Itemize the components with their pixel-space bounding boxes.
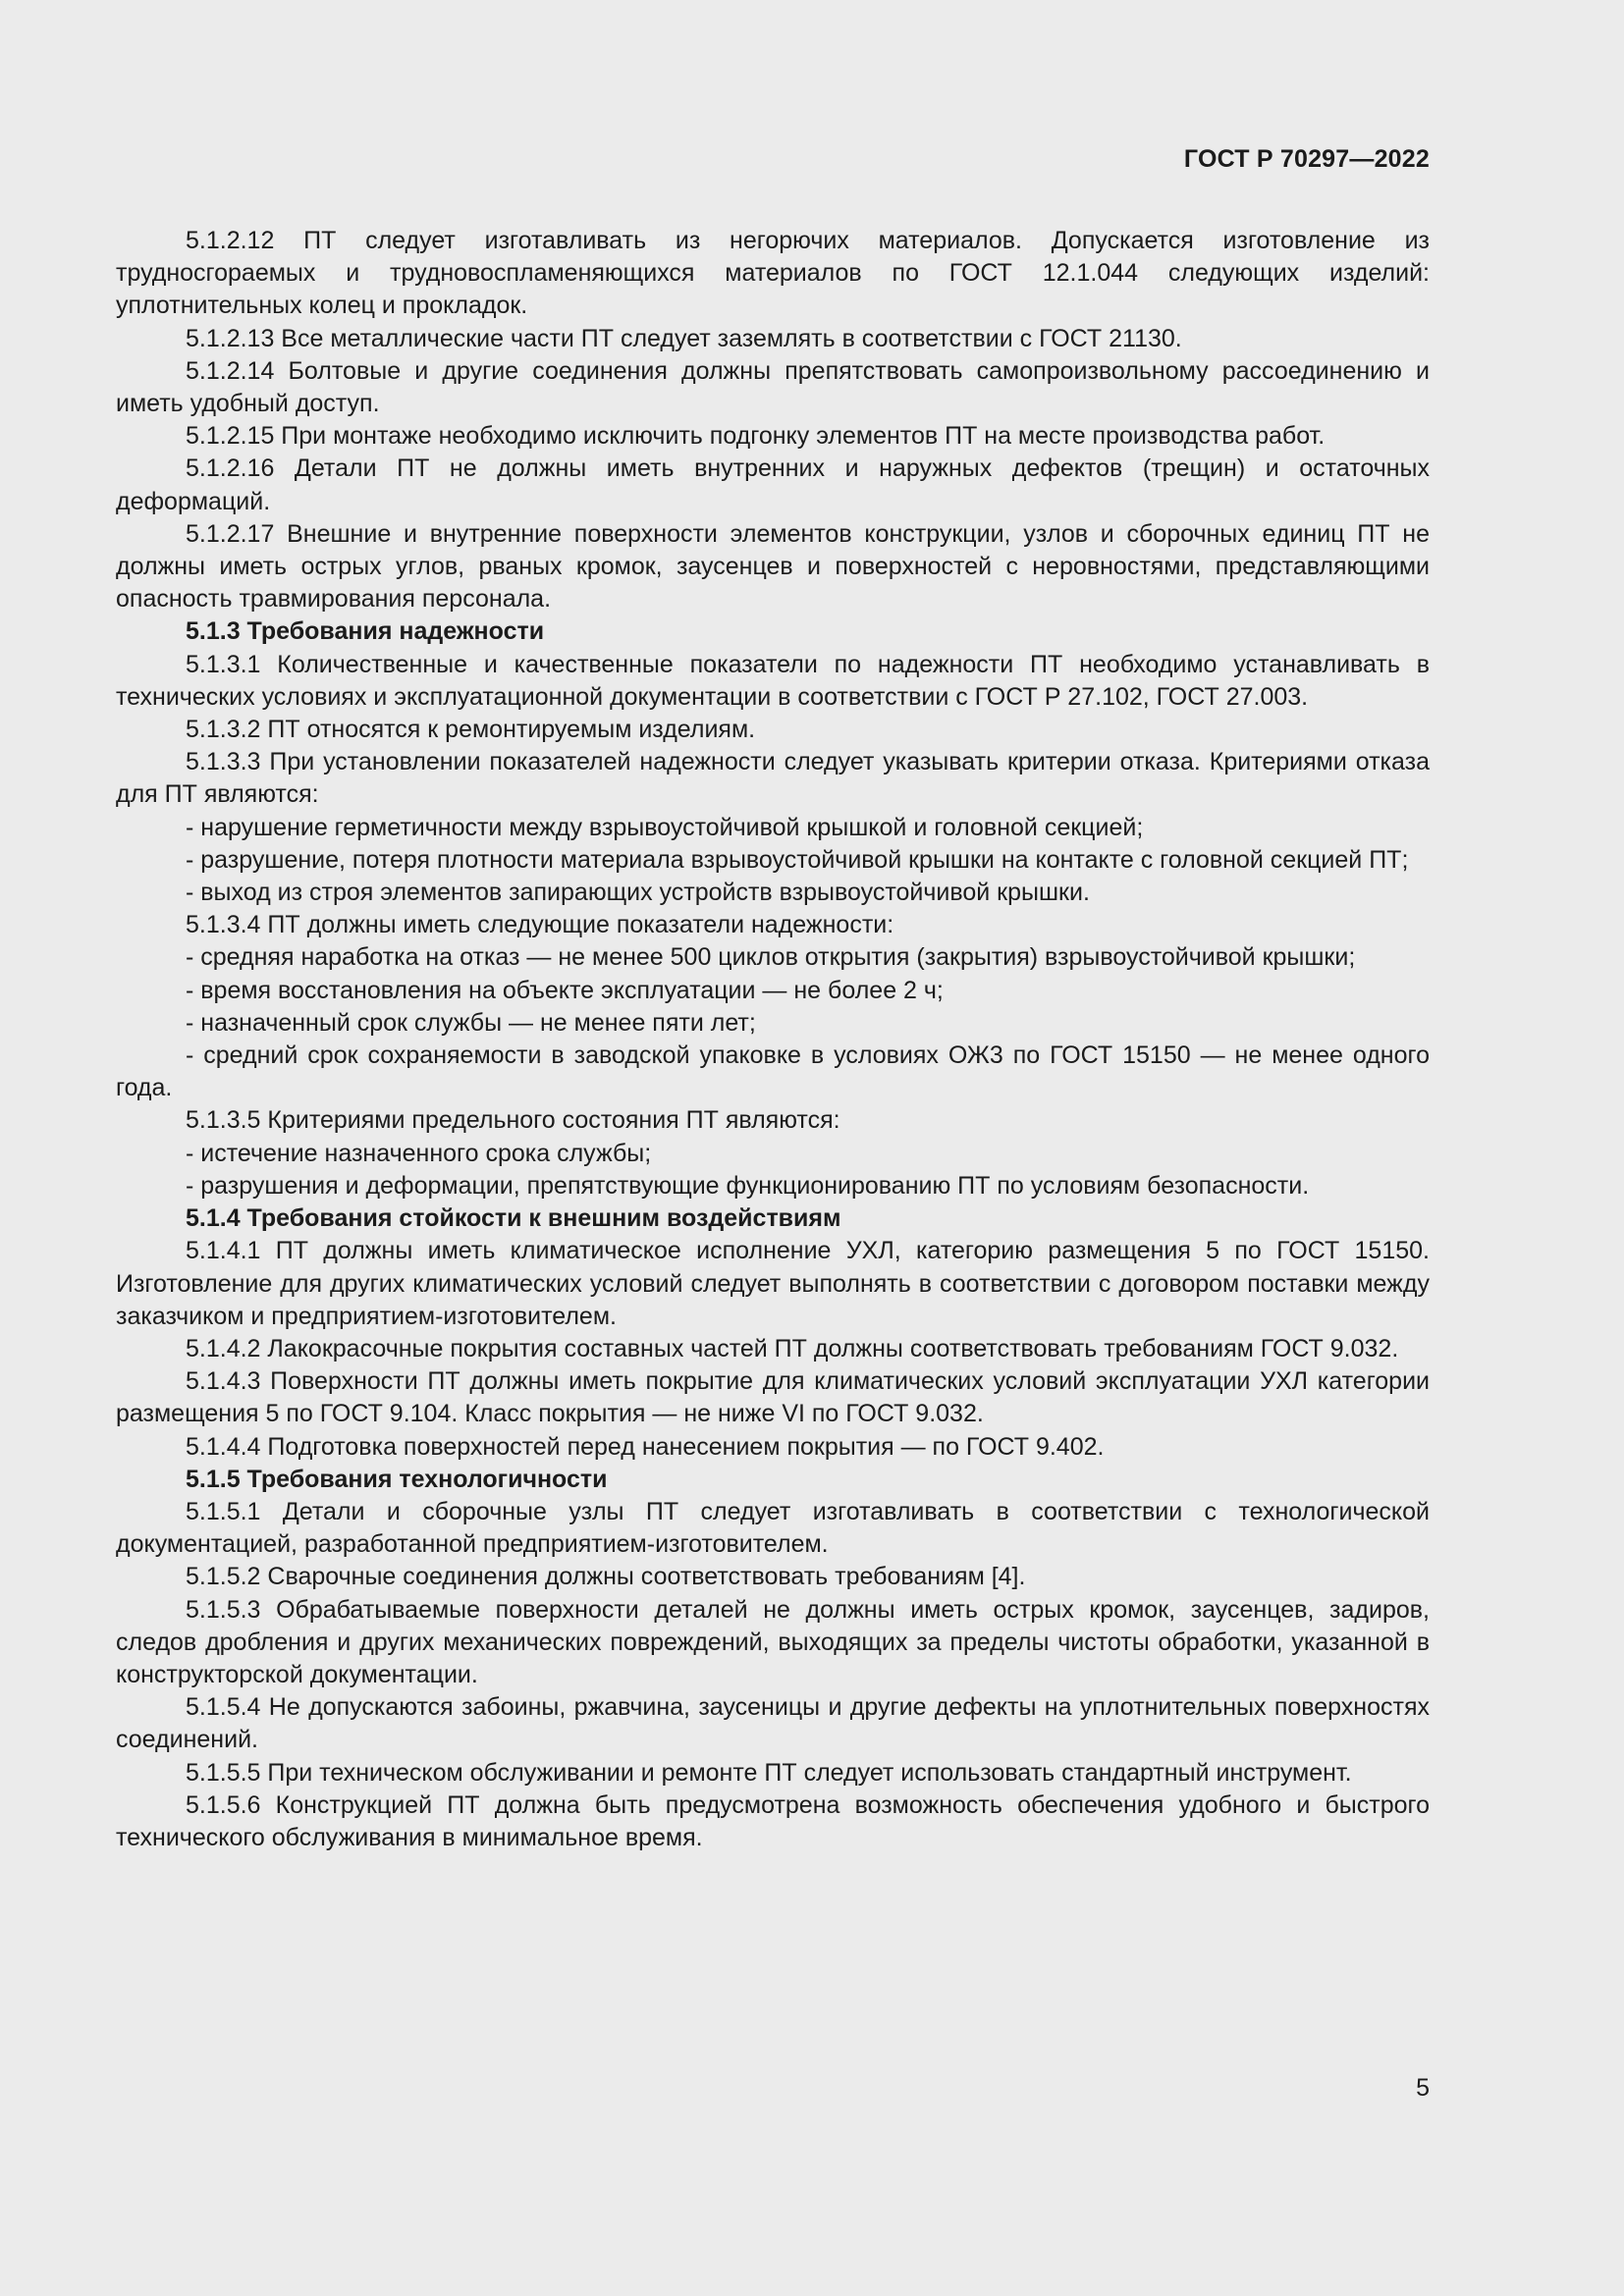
paragraph: 5.1.2.16 Детали ПТ не должны иметь внутренних и наружных дефектов (трещин) и остаточных деформаций. [116, 454, 1430, 515]
section-heading: 5.1.3 Требования надежности [186, 617, 545, 646]
paragraph: 5.1.4.2 Лакокрасочные покрытия составных частей ПТ должны соответствовать требованиям ГОСТ 9.032. [186, 1334, 1399, 1362]
paragraph: 5.1.5.4 Не допускаются забоины, ржавчина, заусеницы и другие дефекты на уплотнительных поверхностях соединений. [116, 1693, 1430, 1754]
document-header: ГОСТ Р 70297—2022 [1183, 145, 1430, 173]
paragraph: 5.1.4.3 Поверхности ПТ должны иметь покрытие для климатических условий эксплуатации УХЛ категории размещения 5 по ГОСТ 9.104. Класс покрытия — не ниже VI по ГОСТ 9.032. [116, 1367, 1430, 1428]
section-heading: 5.1.5 Требования технологичности [186, 1465, 608, 1493]
paragraph: 5.1.5.6 Конструкцией ПТ должна быть предусмотрена возможность обеспечения удобного и быстрого технического обслуживания в минимальное время. [116, 1790, 1430, 1851]
paragraph: - назначенный срок службы — не менее пяти лет; [186, 1008, 756, 1037]
paragraph: 5.1.5.2 Сварочные соединения должны соответствовать требованиям [4]. [186, 1563, 1026, 1591]
paragraph: 5.1.2.12 ПТ следует изготавливать из негорючих материалов. Допускается изготовление из трудносгораемых и трудновоспламеняющихся материалов по ГОСТ 12.1.044 следующих изделий: уплотнительных колец и прокладок. [116, 227, 1430, 320]
paragraph: 5.1.3.4 ПТ должны иметь следующие показатели надежности: [186, 911, 894, 939]
page-number: 5 [1416, 2074, 1430, 2102]
paragraph: - истечение назначенного срока службы; [186, 1139, 652, 1167]
paragraph: 5.1.2.17 Внешние и внутренние поверхности элементов конструкции, узлов и сборочных единиц ПТ не должны иметь острых углов, рваных кромок, заусенцев и поверхностей с неровностями, представляющими опасность травмирования персонала. [116, 519, 1430, 614]
paragraph: 5.1.3.5 Критериями предельного состояния ПТ являются: [186, 1106, 840, 1135]
paragraph: - выход из строя элементов запирающих устройств взрывоустойчивой крышки. [186, 879, 1090, 907]
paragraph: - нарушение герметичности между взрывоустойчивой крышкой и головной секцией; [186, 813, 1144, 841]
paragraph: 5.1.4.1 ПТ должны иметь климатическое исполнение УХЛ, категорию размещения 5 по ГОСТ 15150. Изготовление для других климатических условий следует выполнять в соответствии с договором поставки между заказчиком и предприятием-изготовителем. [116, 1237, 1430, 1330]
document-body [116, 225, 1430, 1854]
paragraph: 5.1.3.1 Количественные и качественные показатели по надежности ПТ необходимо устанавливать в технических условиях и эксплуатационной документации в соответствии с ГОСТ Р 27.102, ГОСТ 27.003. [116, 650, 1430, 711]
paragraph: 5.1.4.4 Подготовка поверхностей перед нанесением покрытия — по ГОСТ 9.402. [186, 1432, 1105, 1461]
paragraph: 5.1.5.1 Детали и сборочные узлы ПТ следует изготавливать в соответствии с технологической документацией, разработанной предприятием-изготовителем. [116, 1497, 1430, 1559]
paragraph: 5.1.2.15 При монтаже необходимо исключить подгонку элементов ПТ на месте производства работ. [186, 422, 1326, 451]
paragraph: 5.1.2.13 Все металлические части ПТ следует заземлять в соответствии с ГОСТ 21130. [186, 324, 1182, 352]
paragraph: - разрушения и деформации, препятствующие функционированию ПТ по условиям безопасности. [186, 1171, 1310, 1200]
section-heading: 5.1.4 Требования стойкости к внешним воздействиям [186, 1204, 841, 1233]
paragraph: - время восстановления на объекте эксплуатации — не более 2 ч; [186, 976, 944, 1004]
paragraph: - разрушение, потеря плотности материала взрывоустойчивой крышки на контакте с головной секцией ПТ; [186, 845, 1409, 874]
paragraph: - средний срок сохраняемости в заводской упаковке в условиях ОЖ3 по ГОСТ 15150 — не менее одного года. [116, 1041, 1430, 1102]
paragraph: 5.1.5.3 Обрабатываемые поверхности деталей не должны иметь острых кромок, заусенцев, задиров, следов дробления и других механических повреждений, выходящих за пределы чистоты обработки, указанной в конструкторской документации. [116, 1595, 1430, 1688]
paragraph: - средняя наработка на отказ — не менее 500 циклов открытия (закрытия) взрывоустойчивой крышки; [186, 943, 1356, 972]
paragraph: 5.1.5.5 При техническом обслуживании и ремонте ПТ следует использовать стандартный инструмент. [186, 1758, 1352, 1787]
paragraph: 5.1.3.3 При установлении показателей надежности следует указывать критерии отказа. Критериями отказа для ПТ являются: [116, 748, 1430, 809]
paragraph: 5.1.3.2 ПТ относятся к ремонтируемым изделиям. [186, 716, 756, 744]
paragraph: 5.1.2.14 Болтовые и другие соединения должны препятствовать самопроизвольному рассоединению и иметь удобный доступ. [116, 356, 1430, 418]
